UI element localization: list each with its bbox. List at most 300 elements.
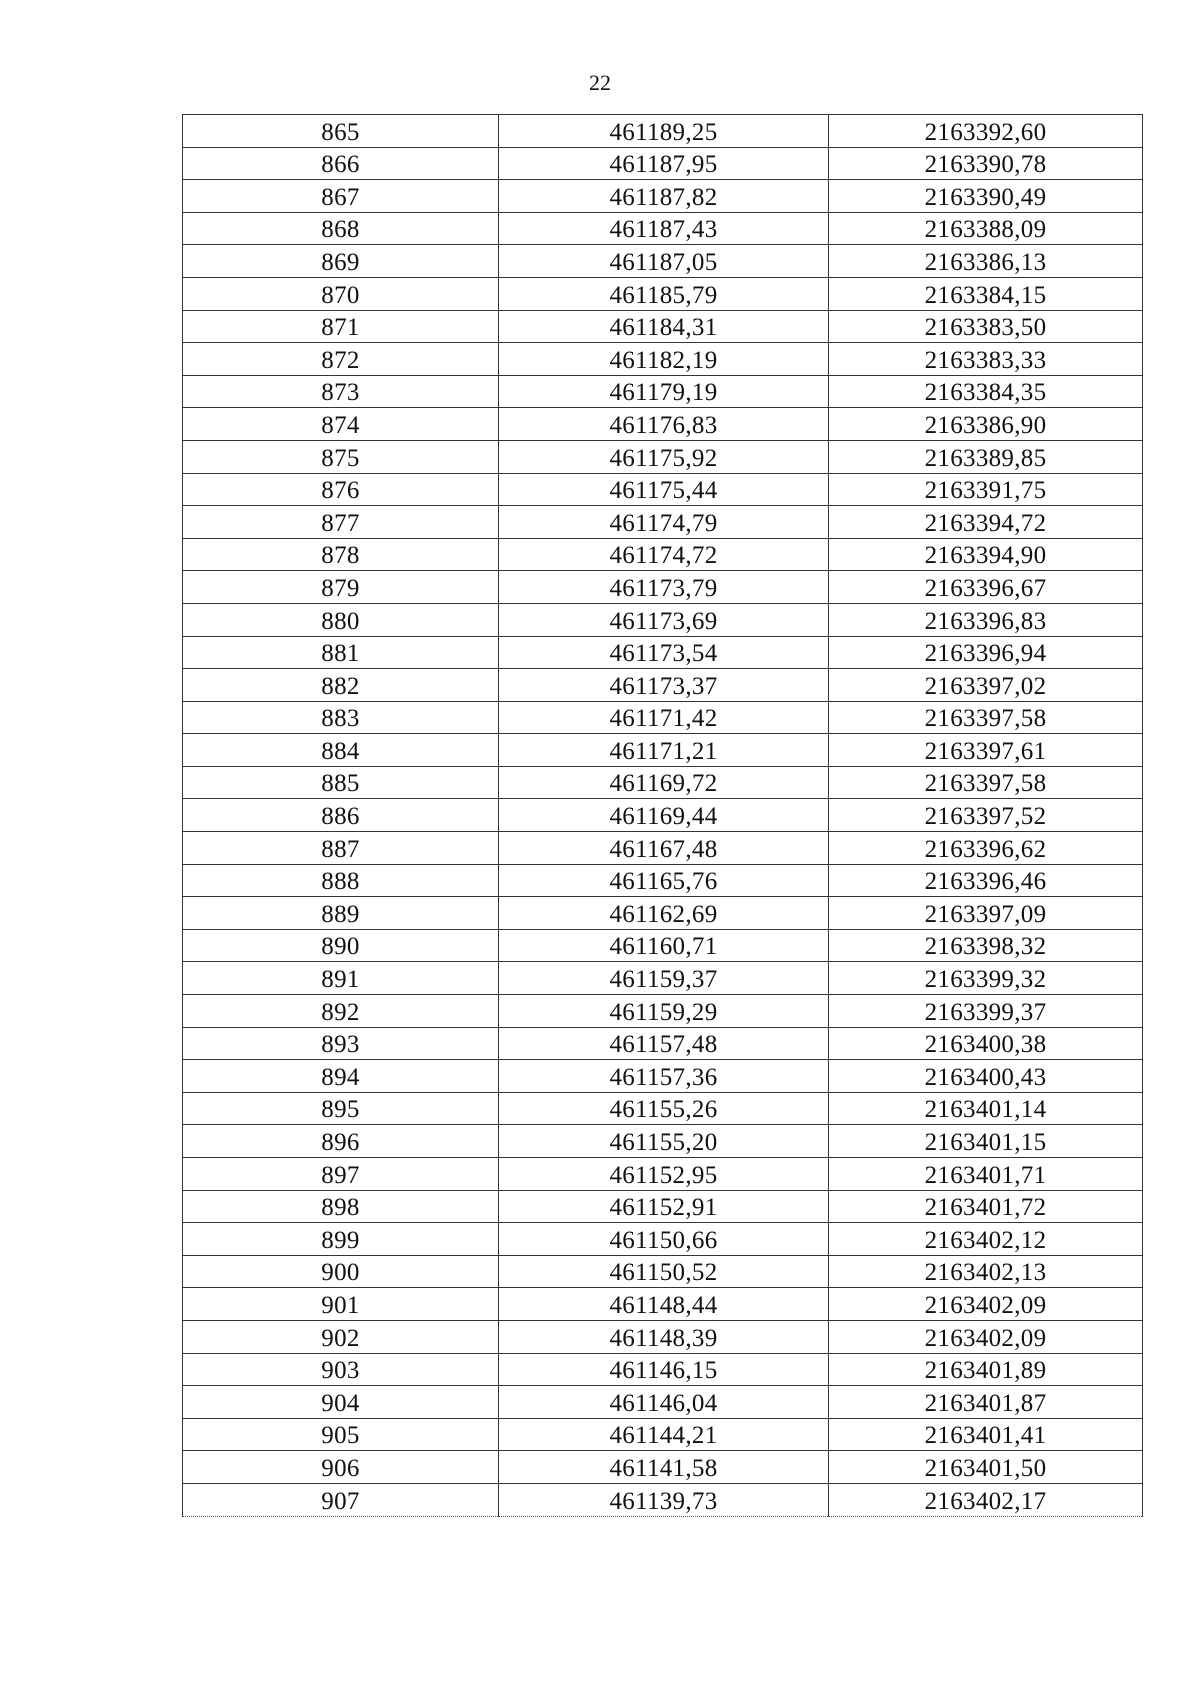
point-number-cell (183, 1060, 499, 1093)
point-number-cell (183, 506, 499, 539)
y-coordinate-cell-text: 2163394,90 (924, 542, 1047, 570)
y-coordinate-cell (829, 1060, 1143, 1093)
x-coordinate-cell-text: 461152,95 (609, 1161, 718, 1189)
point-number-cell-text: 879 (321, 574, 360, 602)
table-row (183, 734, 1143, 767)
point-number-cell-text: 894 (321, 1063, 360, 1091)
y-coordinate-cell (829, 766, 1143, 799)
coordinates-table-body (183, 115, 1143, 1517)
x-coordinate-cell-text: 461173,69 (609, 607, 718, 635)
y-coordinate-cell (829, 636, 1143, 669)
point-number-cell (183, 1092, 499, 1125)
y-coordinate-cell-text: 2163390,78 (924, 151, 1047, 179)
x-coordinate-cell (499, 180, 829, 213)
y-coordinate-cell (829, 832, 1143, 865)
point-number-cell-text: 896 (321, 1129, 360, 1156)
y-coordinate-cell-text: 2163386,13 (924, 248, 1047, 276)
x-coordinate-cell (499, 1353, 829, 1386)
x-coordinate-cell (499, 1288, 829, 1321)
point-number-cell (183, 962, 499, 995)
point-number-cell-text: 897 (321, 1161, 360, 1189)
table-row (183, 832, 1143, 865)
x-coordinate-cell (499, 408, 829, 441)
point-number-cell (183, 245, 499, 278)
x-coordinate-cell (499, 799, 829, 832)
x-coordinate-cell (499, 1092, 829, 1125)
y-coordinate-cell (829, 603, 1143, 636)
point-number-cell-text: 866 (321, 151, 360, 179)
y-coordinate-cell-text: 2163396,94 (924, 640, 1047, 668)
y-coordinate-cell (829, 1320, 1143, 1353)
y-coordinate-cell (829, 375, 1143, 408)
x-coordinate-cell-text: 461175,44 (609, 477, 718, 505)
y-coordinate-cell-text: 2163401,14 (924, 1096, 1047, 1124)
table-row (183, 1125, 1143, 1158)
y-coordinate-cell (829, 799, 1143, 832)
x-coordinate-cell (499, 1418, 829, 1451)
point-number-cell (183, 734, 499, 767)
y-coordinate-cell (829, 1451, 1143, 1484)
point-number-cell (183, 1386, 499, 1419)
x-coordinate-cell-text: 461173,37 (609, 672, 718, 700)
x-coordinate-cell (499, 473, 829, 506)
table-row (183, 147, 1143, 180)
x-coordinate-cell-text: 461155,26 (609, 1096, 718, 1124)
x-coordinate-cell (499, 734, 829, 767)
point-number-cell-text: 882 (321, 672, 360, 700)
table-row (183, 799, 1143, 832)
y-coordinate-cell-text: 2163402,13 (924, 1259, 1047, 1287)
table-row (183, 375, 1143, 408)
point-number-cell (183, 1288, 499, 1321)
x-coordinate-cell-text: 461146,15 (609, 1357, 718, 1385)
y-coordinate-cell (829, 245, 1143, 278)
y-coordinate-cell (829, 1353, 1143, 1386)
point-number-cell (183, 799, 499, 832)
point-number-cell (183, 636, 499, 669)
x-coordinate-cell-text: 461169,44 (609, 803, 718, 831)
point-number-cell (183, 375, 499, 408)
x-coordinate-cell-text: 461171,42 (609, 705, 718, 733)
table-row (183, 310, 1143, 343)
x-coordinate-cell (499, 310, 829, 343)
point-number-cell-text: 895 (321, 1096, 360, 1124)
y-coordinate-cell-text: 2163390,49 (924, 183, 1047, 211)
x-coordinate-cell (499, 1451, 829, 1484)
table-row (183, 180, 1143, 213)
table-row (183, 277, 1143, 310)
y-coordinate-cell-text: 2163402,09 (924, 1291, 1047, 1319)
point-number-cell (183, 115, 499, 148)
x-coordinate-cell-text: 461187,82 (609, 183, 718, 211)
y-coordinate-cell (829, 440, 1143, 473)
point-number-cell-text: 875 (321, 444, 360, 472)
point-number-cell (183, 310, 499, 343)
y-coordinate-cell-text: 2163383,33 (924, 346, 1047, 374)
x-coordinate-cell-text: 461174,79 (609, 509, 718, 537)
x-coordinate-cell (499, 506, 829, 539)
x-coordinate-cell-text: 461141,58 (609, 1454, 718, 1482)
x-coordinate-cell-text: 461157,48 (609, 1031, 718, 1059)
x-coordinate-cell-text: 461174,72 (609, 542, 718, 570)
y-coordinate-cell-text: 2163397,02 (924, 672, 1047, 700)
page-number: 22 (589, 70, 611, 95)
point-number-cell (183, 669, 499, 702)
x-coordinate-cell (499, 245, 829, 278)
x-coordinate-cell-text: 461139,73 (609, 1487, 718, 1515)
x-coordinate-cell (499, 701, 829, 734)
y-coordinate-cell-text: 2163391,75 (924, 477, 1047, 505)
x-coordinate-cell (499, 1386, 829, 1419)
point-number-cell-text: 905 (321, 1422, 360, 1450)
y-coordinate-cell (829, 929, 1143, 962)
point-number-cell-text: 901 (321, 1291, 360, 1319)
y-coordinate-cell-text: 2163399,32 (924, 966, 1047, 994)
point-number-cell-text: 898 (321, 1194, 360, 1222)
y-coordinate-cell-text: 2163400,43 (924, 1063, 1047, 1091)
x-coordinate-cell-text: 461179,19 (609, 379, 718, 407)
point-number-cell (183, 1451, 499, 1484)
table-row (183, 929, 1143, 962)
point-number-cell (183, 1190, 499, 1223)
table-row (183, 897, 1143, 930)
point-number-cell-text: 893 (321, 1031, 360, 1059)
point-number-cell (183, 538, 499, 571)
table-row (183, 440, 1143, 473)
point-number-cell (183, 832, 499, 865)
y-coordinate-cell-text: 2163401,71 (924, 1161, 1047, 1189)
point-number-cell (183, 1353, 499, 1386)
x-coordinate-cell-text: 461176,83 (609, 411, 718, 439)
point-number-cell (183, 1125, 499, 1158)
y-coordinate-cell-text: 2163384,35 (924, 379, 1047, 407)
table-row (183, 1353, 1143, 1386)
x-coordinate-cell (499, 669, 829, 702)
point-number-cell-text: 899 (321, 1226, 360, 1254)
x-coordinate-cell (499, 115, 829, 148)
y-coordinate-cell-text: 2163402,09 (924, 1324, 1047, 1352)
table-row (183, 1255, 1143, 1288)
x-coordinate-cell-text: 461165,76 (609, 868, 718, 896)
point-number-cell-text: 900 (321, 1259, 360, 1287)
y-coordinate-cell-text: 2163397,61 (924, 737, 1047, 765)
point-number-cell-text: 891 (321, 966, 360, 994)
table-row (183, 766, 1143, 799)
y-coordinate-cell-text: 2163394,72 (924, 509, 1047, 537)
table-row (183, 1320, 1143, 1353)
x-coordinate-cell (499, 212, 829, 245)
point-number-cell-text: 903 (321, 1357, 360, 1385)
table-row (183, 1386, 1143, 1419)
point-number-cell-text: 880 (321, 607, 360, 635)
table-row (183, 995, 1143, 1028)
point-number-cell (183, 995, 499, 1028)
x-coordinate-cell-text: 461150,52 (609, 1259, 718, 1287)
x-coordinate-cell-text: 461171,21 (609, 737, 718, 765)
x-coordinate-cell-text: 461173,54 (609, 640, 718, 668)
y-coordinate-cell-text: 2163401,89 (924, 1357, 1047, 1385)
y-coordinate-cell (829, 277, 1143, 310)
point-number-cell (183, 1483, 499, 1516)
y-coordinate-cell-text: 2163386,90 (924, 411, 1047, 439)
point-number-cell (183, 1027, 499, 1060)
y-coordinate-cell-text: 2163401,41 (924, 1422, 1047, 1450)
x-coordinate-cell-text: 461159,29 (609, 998, 718, 1026)
y-coordinate-cell (829, 506, 1143, 539)
y-coordinate-cell (829, 1483, 1143, 1516)
table-row (183, 701, 1143, 734)
point-number-cell (183, 766, 499, 799)
x-coordinate-cell-text: 461160,71 (609, 933, 718, 961)
y-coordinate-cell-text: 2163388,09 (924, 216, 1047, 244)
point-number-cell-text: 907 (321, 1487, 360, 1515)
table-row (183, 245, 1143, 278)
point-number-cell (183, 929, 499, 962)
x-coordinate-cell (499, 832, 829, 865)
x-coordinate-cell (499, 1027, 829, 1060)
x-coordinate-cell-text: 461162,69 (609, 900, 718, 928)
y-coordinate-cell (829, 1386, 1143, 1419)
y-coordinate-cell (829, 1288, 1143, 1321)
y-coordinate-cell-text: 2163401,50 (924, 1454, 1047, 1482)
x-coordinate-cell-text: 461187,43 (609, 216, 718, 244)
table-row (183, 1223, 1143, 1256)
point-number-cell-text: 884 (321, 737, 360, 765)
x-coordinate-cell-text: 461144,21 (609, 1422, 718, 1450)
point-number-cell-text: 869 (321, 248, 360, 276)
table-row (183, 603, 1143, 636)
x-coordinate-cell (499, 440, 829, 473)
x-coordinate-cell (499, 1060, 829, 1093)
x-coordinate-cell (499, 1320, 829, 1353)
point-number-cell (183, 180, 499, 213)
table-row (183, 506, 1143, 539)
point-number-cell (183, 897, 499, 930)
table-row (183, 1027, 1143, 1060)
y-coordinate-cell (829, 669, 1143, 702)
y-coordinate-cell-text: 2163400,38 (924, 1031, 1047, 1059)
y-coordinate-cell-text: 2163401,87 (924, 1389, 1047, 1417)
point-number-cell (183, 473, 499, 506)
y-coordinate-cell (829, 1223, 1143, 1256)
x-coordinate-cell-text: 461159,37 (609, 966, 718, 994)
point-number-cell-text: 888 (321, 868, 360, 896)
point-number-cell-text: 865 (321, 118, 360, 146)
y-coordinate-cell (829, 962, 1143, 995)
table-row (183, 1060, 1143, 1093)
x-coordinate-cell-text: 461167,48 (609, 835, 718, 863)
table-row (183, 669, 1143, 702)
y-coordinate-cell-text: 2163397,09 (924, 900, 1047, 928)
point-number-cell-text: 878 (321, 542, 360, 570)
point-number-cell-text: 892 (321, 998, 360, 1026)
table-row (183, 1451, 1143, 1484)
point-number-cell-text: 890 (321, 933, 360, 961)
x-coordinate-cell-text: 461155,20 (609, 1129, 718, 1156)
y-coordinate-cell-text: 2163384,15 (924, 281, 1047, 309)
table-row (183, 864, 1143, 897)
y-coordinate-cell-text: 2163396,67 (924, 574, 1047, 602)
x-coordinate-cell (499, 1255, 829, 1288)
point-number-cell (183, 147, 499, 180)
point-number-cell-text: 867 (321, 183, 360, 211)
x-coordinate-cell-text: 461148,44 (609, 1291, 718, 1319)
x-coordinate-cell-text: 461157,36 (609, 1063, 718, 1091)
y-coordinate-cell (829, 1190, 1143, 1223)
table-row (183, 212, 1143, 245)
y-coordinate-cell (829, 180, 1143, 213)
x-coordinate-cell (499, 1190, 829, 1223)
x-coordinate-cell (499, 766, 829, 799)
point-number-cell (183, 864, 499, 897)
point-number-cell (183, 408, 499, 441)
x-coordinate-cell (499, 1125, 829, 1158)
x-coordinate-cell (499, 603, 829, 636)
y-coordinate-cell (829, 571, 1143, 604)
x-coordinate-cell (499, 929, 829, 962)
point-number-cell-text: 906 (321, 1454, 360, 1482)
x-coordinate-cell (499, 897, 829, 930)
y-coordinate-cell-text: 2163397,58 (924, 770, 1047, 798)
point-number-cell (183, 571, 499, 604)
x-coordinate-cell (499, 571, 829, 604)
y-coordinate-cell-text: 2163401,72 (924, 1194, 1047, 1222)
y-coordinate-cell (829, 701, 1143, 734)
point-number-cell (183, 701, 499, 734)
x-coordinate-cell (499, 277, 829, 310)
y-coordinate-cell-text: 2163402,12 (924, 1226, 1047, 1254)
point-number-cell-text: 881 (321, 640, 360, 668)
table-row (183, 1418, 1143, 1451)
point-number-cell (183, 603, 499, 636)
point-number-cell-text: 876 (321, 477, 360, 505)
y-coordinate-cell (829, 1255, 1143, 1288)
x-coordinate-cell (499, 147, 829, 180)
table-row (183, 538, 1143, 571)
x-coordinate-cell-text: 461187,05 (609, 248, 718, 276)
y-coordinate-cell (829, 1027, 1143, 1060)
table-row (183, 1092, 1143, 1125)
point-number-cell (183, 1418, 499, 1451)
point-number-cell-text: 887 (321, 835, 360, 863)
y-coordinate-cell (829, 864, 1143, 897)
y-coordinate-cell-text: 2163396,62 (924, 835, 1047, 863)
x-coordinate-cell-text: 461185,79 (609, 281, 718, 309)
x-coordinate-cell-text: 461182,19 (609, 346, 718, 374)
point-number-cell-text: 871 (321, 314, 360, 342)
table-row (183, 1158, 1143, 1191)
x-coordinate-cell (499, 1223, 829, 1256)
point-number-cell (183, 212, 499, 245)
y-coordinate-cell-text: 2163383,50 (924, 314, 1047, 342)
x-coordinate-cell-text: 461187,95 (609, 151, 718, 179)
table-row (183, 962, 1143, 995)
table-row (183, 1190, 1143, 1223)
table-row (183, 571, 1143, 604)
table-row (183, 636, 1143, 669)
x-coordinate-cell-text: 461148,39 (609, 1324, 718, 1352)
y-coordinate-cell-text: 2163389,85 (924, 444, 1047, 472)
y-coordinate-cell (829, 995, 1143, 1028)
table-row (183, 1483, 1143, 1516)
table-row (183, 473, 1143, 506)
y-coordinate-cell (829, 473, 1143, 506)
y-coordinate-cell-text: 2163396,83 (924, 607, 1047, 635)
y-coordinate-cell (829, 897, 1143, 930)
y-coordinate-cell (829, 1125, 1143, 1158)
point-number-cell (183, 1158, 499, 1191)
x-coordinate-cell (499, 1158, 829, 1191)
point-number-cell (183, 1255, 499, 1288)
x-coordinate-cell-text: 461189,25 (609, 118, 718, 146)
y-coordinate-cell (829, 343, 1143, 376)
table-row (183, 343, 1143, 376)
point-number-cell-text: 868 (321, 216, 360, 244)
point-number-cell (183, 1223, 499, 1256)
table-row (183, 408, 1143, 441)
y-coordinate-cell (829, 1418, 1143, 1451)
y-coordinate-cell-text: 2163398,32 (924, 933, 1047, 961)
x-coordinate-cell (499, 1483, 829, 1516)
y-coordinate-cell-text: 2163397,52 (924, 803, 1047, 831)
point-number-cell-text: 902 (321, 1324, 360, 1352)
point-number-cell-text: 872 (321, 346, 360, 374)
x-coordinate-cell-text: 461146,04 (609, 1389, 718, 1417)
y-coordinate-cell-text: 2163402,17 (924, 1487, 1047, 1515)
x-coordinate-cell-text: 461175,92 (609, 444, 718, 472)
x-coordinate-cell (499, 343, 829, 376)
point-number-cell (183, 343, 499, 376)
x-coordinate-cell (499, 636, 829, 669)
point-number-cell (183, 277, 499, 310)
y-coordinate-cell (829, 1158, 1143, 1191)
x-coordinate-cell (499, 375, 829, 408)
y-coordinate-cell (829, 212, 1143, 245)
y-coordinate-cell (829, 408, 1143, 441)
x-coordinate-cell-text: 461184,31 (609, 314, 718, 342)
x-coordinate-cell-text: 461173,79 (609, 574, 718, 602)
y-coordinate-cell-text: 2163401,15 (924, 1129, 1047, 1156)
point-number-cell-text: 904 (321, 1389, 360, 1417)
point-number-cell-text: 886 (321, 803, 360, 831)
y-coordinate-cell (829, 538, 1143, 571)
x-coordinate-cell-text: 461152,91 (609, 1194, 718, 1222)
y-coordinate-cell-text: 2163399,37 (924, 998, 1047, 1026)
point-number-cell (183, 1320, 499, 1353)
table-row (183, 115, 1143, 148)
x-coordinate-cell (499, 864, 829, 897)
y-coordinate-cell (829, 115, 1143, 148)
y-coordinate-cell (829, 1092, 1143, 1125)
point-number-cell-text: 874 (321, 411, 360, 439)
y-coordinate-cell-text: 2163392,60 (924, 118, 1047, 146)
coordinates-table (182, 114, 1143, 1517)
x-coordinate-cell (499, 995, 829, 1028)
point-number-cell-text: 883 (321, 705, 360, 733)
table-row (183, 1288, 1143, 1321)
x-coordinate-cell (499, 538, 829, 571)
x-coordinate-cell (499, 962, 829, 995)
point-number-cell (183, 440, 499, 473)
x-coordinate-cell-text: 461150,66 (609, 1226, 718, 1254)
point-number-cell-text: 877 (321, 509, 360, 537)
point-number-cell-text: 885 (321, 770, 360, 798)
y-coordinate-cell-text: 2163396,46 (924, 868, 1047, 896)
y-coordinate-cell (829, 310, 1143, 343)
point-number-cell-text: 889 (321, 900, 360, 928)
y-coordinate-cell (829, 147, 1143, 180)
point-number-cell-text: 870 (321, 281, 360, 309)
